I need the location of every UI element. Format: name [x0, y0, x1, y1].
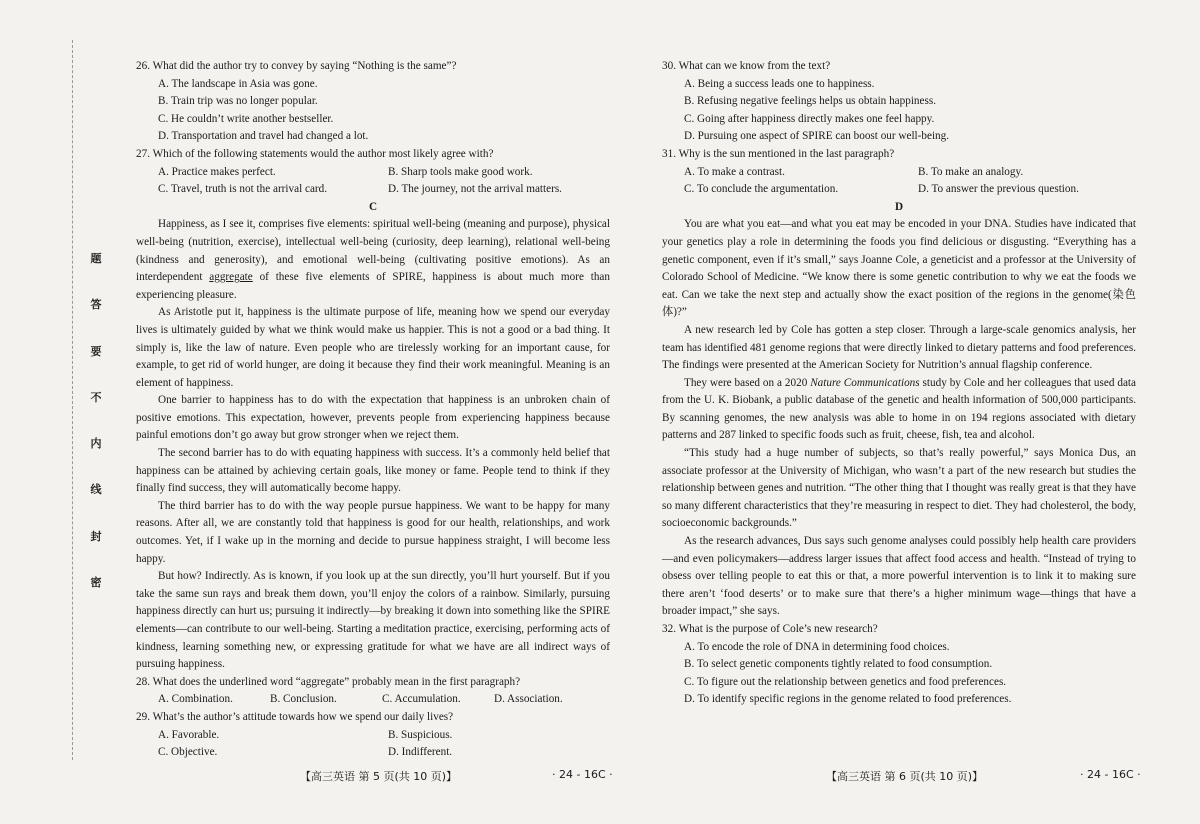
journal-title: Nature Communications: [810, 376, 920, 389]
q27-option-a[interactable]: A. Practice makes perfect.: [158, 165, 276, 178]
q28-options-row: [136, 691, 610, 709]
q30-option-b[interactable]: B. Refusing negative feelings helps us obtain happiness.: [684, 95, 936, 108]
question-26-stem: 26. What did the author try to convey by saying “Nothing is the same”?: [136, 60, 457, 72]
q27-options-row-2: [136, 181, 610, 199]
q32-option-a[interactable]: A. To encode the role of DNA in determining food choices.: [684, 640, 950, 653]
q31-option-a[interactable]: A. To make a contrast.: [684, 165, 785, 178]
passage-d-p3-text-end: study by Cole and her colleagues that used data from the U. K. Biobank, a public database of the genetic and health information of 500,000 participants. By scanning genomes, the new analysis was able to home in on 194 regions associated with dietary patterns and 287 linked to specific foods such as fruit, cheese, fish, tea and alcohol.: [662, 376, 1136, 442]
q31-option-d[interactable]: D. To answer the previous question.: [918, 183, 1079, 196]
q30-option-d[interactable]: D. Pursuing one aspect of SPIRE can boost our well-being.: [684, 130, 950, 143]
binding-char: 不: [90, 390, 102, 404]
q27-option-c[interactable]: C. Travel, truth is not the arrival card.: [158, 183, 328, 196]
q27-option-b[interactable]: B. Sharp tools make good work.: [388, 165, 533, 178]
q32-option-c[interactable]: C. To figure out the relationship between genetics and food preferences.: [684, 675, 1007, 688]
q31-option-b[interactable]: B. To make an analogy.: [918, 165, 1024, 178]
q27-options-row-1: [136, 164, 610, 182]
passage-c-p1-text-end: of these five elements of SPIRE, happiness is about much more than experiencing pleasure.: [136, 271, 610, 301]
q29-option-d[interactable]: D. Indifferent.: [388, 746, 453, 759]
question-31-stem: 31. Why is the sun mentioned in the last paragraph?: [662, 147, 895, 160]
question-30-stem: 30. What can we know from the text?: [662, 60, 831, 72]
q28-option-c[interactable]: C. Accumulation.: [382, 693, 461, 706]
binding-char: 答: [90, 298, 102, 312]
q26-option-a[interactable]: A. The landscape in Asia was gone.: [158, 77, 318, 90]
passage-d-paragraph-1: You are what you eat—and what you eat may be encoded in your DNA. Studies have indicated that your genetics play a role in determining the foods you find delicious or disgusting. “Everything has a genetic component, even if it’s small,” says Joanne Cole, a geneticist and a professor at the University of Colorado School of Medicine. “We know there is some genetic contribution to why we eat the foods we eat. Can we take the next step and actually show the exact position of the regions in the genome(染色体)?”: [662, 218, 1136, 319]
q29-option-b[interactable]: B. Suspicious.: [388, 728, 453, 741]
binding-char: 封: [90, 529, 102, 543]
section-c-heading: C: [368, 200, 378, 213]
passage-c-paragraph-3: One barrier to happiness has to do with the expectation that happiness is an unbroken chain of positive emotions. This expectation, however, prevents people from experiencing happiness because painful emotions don’t go away but grow stronger when we reject them.: [136, 394, 610, 442]
q31-options-row-1: [662, 164, 1136, 182]
q29-option-a[interactable]: A. Favorable.: [158, 728, 220, 741]
binding-char: 线: [90, 483, 102, 497]
binding-char: 题: [90, 252, 102, 265]
q29-option-c[interactable]: C. Objective.: [158, 746, 218, 759]
q26-option-c[interactable]: C. He couldn’t write another bestseller.: [158, 112, 334, 125]
q31-options-row-2: [662, 181, 1136, 199]
underlined-word-aggregate: aggregate: [209, 271, 253, 284]
q28-option-b[interactable]: B. Conclusion.: [270, 693, 337, 706]
passage-d-paragraph-4: “This study had a huge number of subjects, so that’s really powerful,” says Monica Dus, an associate professor at the University of Michigan, who wasn’t a part of the new research but studies the relationship between genes and nutrition. “The other thing that I thought was really great is that they have so many different characteristics that they’re measuring in respect to diet. They had cholesterol, the body, socioeconomic backgrounds.”: [662, 447, 1136, 530]
page-5-column: [136, 58, 610, 762]
page-5-footer-code: · 24 - 16C ·: [552, 768, 613, 781]
passage-d-paragraph-2: A new research led by Cole has gotten a step closer. Through a large-scale genomics analysis, her team has identified 481 genome regions that were directly linked to dietary patterns and food preferences. The findings were presented at the American Society for Nutrition’s annual flagship conference.: [662, 323, 1136, 372]
page-6-column: [662, 58, 1136, 709]
binding-char: 内: [90, 437, 102, 451]
page-6-footer-code: · 24 - 16C ·: [1080, 768, 1141, 781]
passage-c-paragraph-1: [136, 216, 610, 304]
q28-option-d[interactable]: D. Association.: [494, 693, 563, 706]
q28-option-a[interactable]: A. Combination.: [158, 693, 233, 706]
passage-c-p1-text: Happiness, as I see it, comprises five elements: spiritual well-being (meaning and purpose), physical well-being (nutrition, exercise), intellectual well-being (curiosity, deep learning), relational well-being (kindness and generosity), and emotional well-being (cultivating positive emotions). As an interdependent: [136, 218, 610, 284]
page-5-footer-label: 【高三英语 第 5 页(共 10 页)】: [300, 770, 458, 783]
passage-c-paragraph-5: The third barrier has to do with the way people pursue happiness. We want to be happy for many reasons. After all, we are constantly told that happiness is good for our health, relationships, and work outcomes. Yet, if I wake up in the morning and decide to pursue happiness straight, I will become less happy.: [136, 499, 610, 565]
passage-d-paragraph-3: [662, 375, 1136, 445]
binding-margin-text: [78, 250, 114, 590]
q31-option-c[interactable]: C. To conclude the argumentation.: [684, 183, 839, 196]
passage-c-paragraph-2: As Aristotle put it, happiness is the ultimate purpose of life, meaning how we spend our everyday lives is ultimately guided by what we think would make us happier. This is not a good or a bad thing. It simply is, like the law of nature. Even people who are tirelessly working for an important cause, for example, to get rid of world hunger, are doing it because they find their work meaningful. Meaning is an element of happiness.: [136, 306, 610, 389]
passage-d-p3-text: They were based on a 2020: [684, 376, 811, 389]
q32-option-d[interactable]: D. To identify specific regions in the genome related to food preferences.: [684, 693, 1012, 706]
q29-options-row-2: [136, 744, 610, 762]
binding-line: [72, 40, 73, 760]
page-6-footer-label: 【高三英语 第 6 页(共 10 页)】: [826, 770, 984, 783]
passage-c-paragraph-6: But how? Indirectly. As is known, if you look up at the sun directly, you’ll hurt yourself. But if you take the same sun rays and break them down, you’ll enjoy the colors of a rainbow. Similarly, pursuing happiness directly can hurt us; pursuing it indirectly—by breaking it down into something like the SPIRE elements—can contribute to our well-being. Starting a meditation practice, exercising, performing acts of kindness, learning something new, or expressing gratitude for what we have are all indirect ways of pursuing happiness.: [136, 570, 610, 671]
q30-option-a[interactable]: A. Being a success leads one to happiness.: [684, 77, 875, 90]
question-32-stem: 32. What is the purpose of Cole’s new research?: [662, 623, 878, 635]
section-d-heading: D: [894, 200, 904, 213]
binding-char: 密: [90, 575, 102, 589]
q29-options-row-1: [136, 727, 610, 745]
q30-option-c[interactable]: C. Going after happiness directly makes one feel happy.: [684, 112, 935, 125]
q26-option-d[interactable]: D. Transportation and travel had changed a lot.: [158, 130, 369, 143]
binding-char: 要: [90, 344, 102, 358]
q32-option-b[interactable]: B. To select genetic components tightly related to food consumption.: [684, 658, 993, 671]
passage-c-paragraph-4: The second barrier has to do with equating happiness with success. It’s a commonly held belief that happiness can be attained by achieving certain goals, like money or fame. People tend to think if they finally find success, they will automatically become happy.: [136, 447, 610, 495]
q26-option-b[interactable]: B. Train trip was no longer popular.: [158, 95, 318, 108]
question-28-stem: 28. What does the underlined word “aggregate” probably mean in the first paragraph?: [136, 675, 521, 688]
question-29-stem: 29. What’s the author’s attitude towards how we spend our daily lives?: [136, 710, 454, 723]
passage-d-paragraph-5: As the research advances, Dus says such genome analyses could possibly help health care providers—and even policymakers—address larger issues that affect food access and health. “Instead of trying to obsess over telling people to eat this or that, a more powerful intervention is to link it to making sure there aren’t ‘food deserts’ or to make sure that there’s a higher minimum wage—things that have a broader impact,” she says.: [662, 535, 1136, 618]
q27-option-d[interactable]: D. The journey, not the arrival matters.: [388, 183, 562, 196]
question-27-stem: 27. Which of the following statements would the author most likely agree with?: [136, 147, 494, 160]
